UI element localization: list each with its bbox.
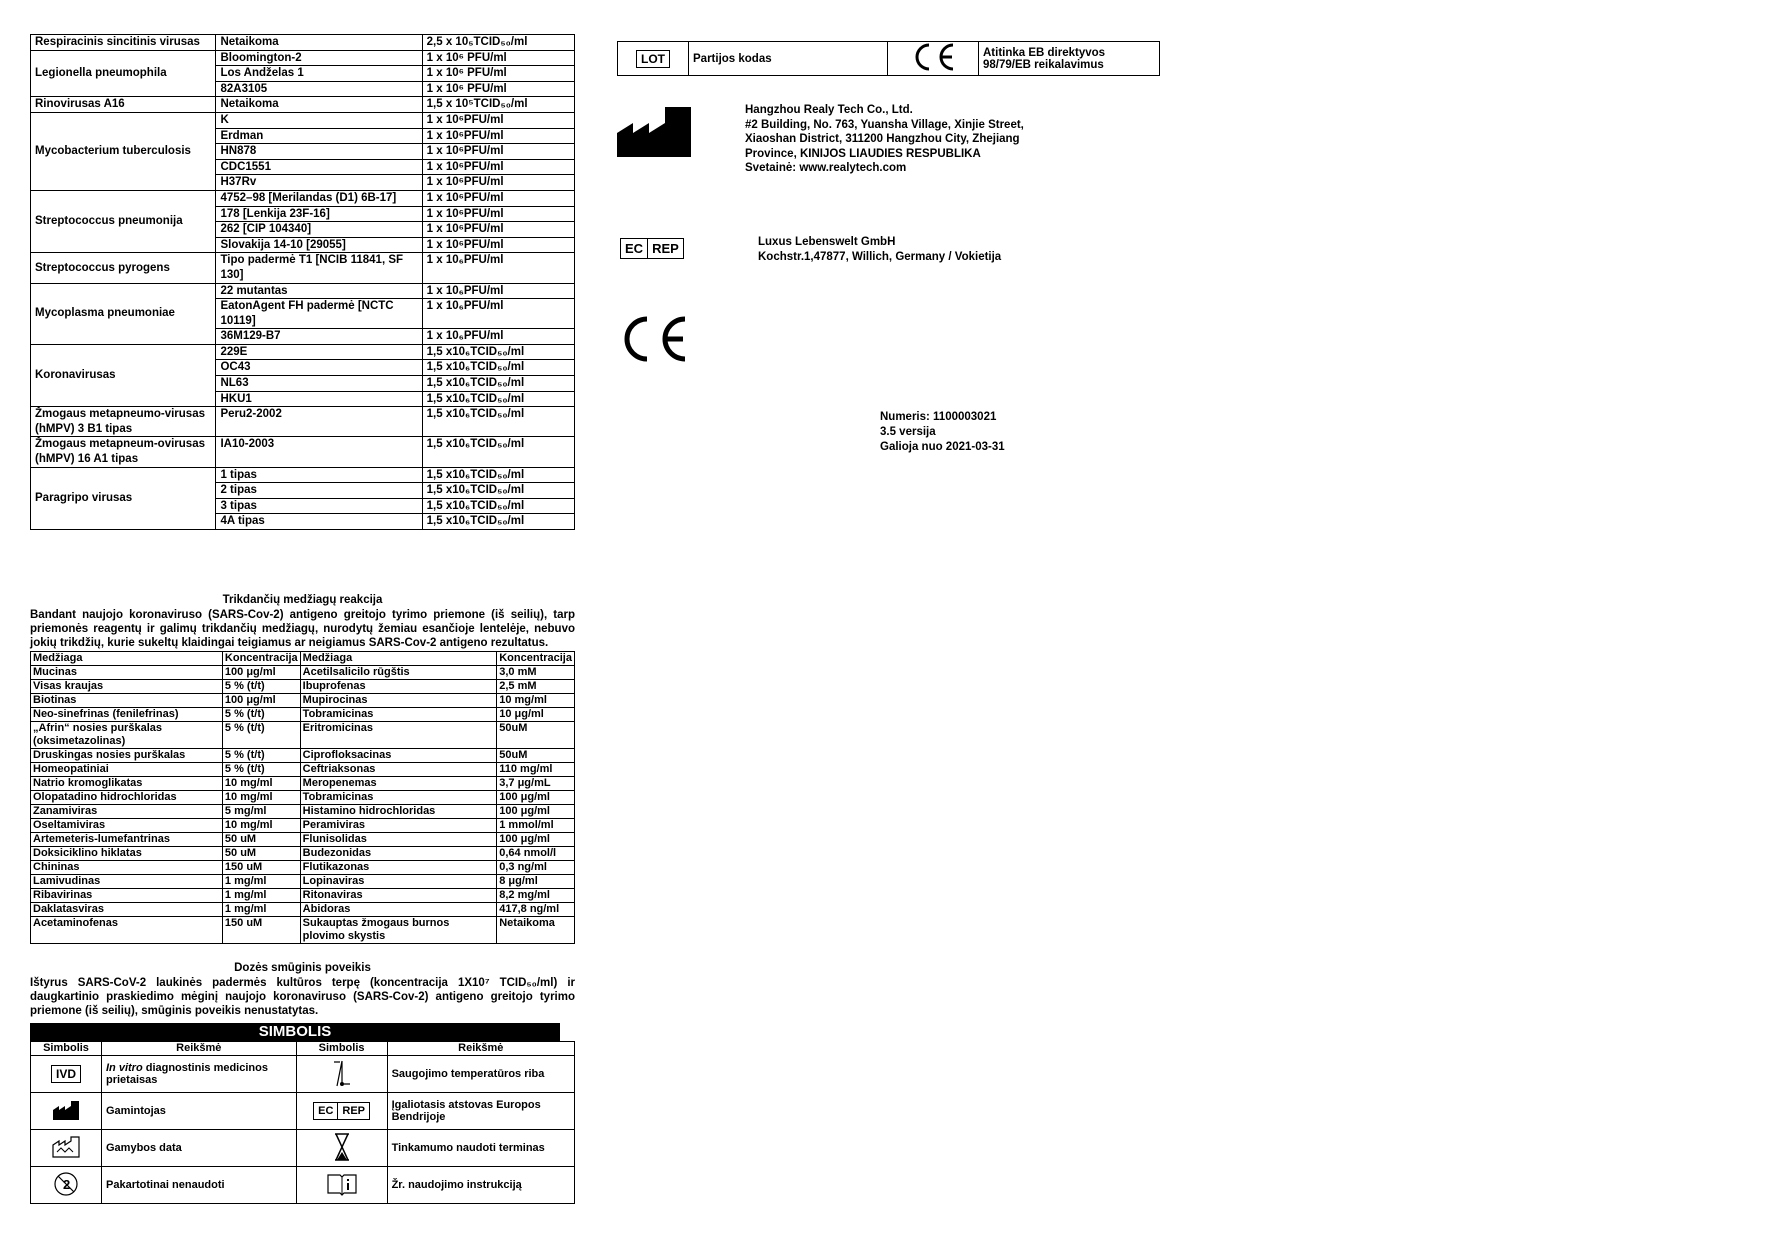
concentration-cell: 2,5 x 10₅TCID₅₀/ml	[422, 35, 574, 51]
interference-header: Medžiaga	[31, 652, 223, 666]
concentration-cell: 1,5 x 10⁵TCID₅₀/ml	[422, 97, 574, 113]
concentration-cell: 100 μg/ml	[497, 791, 575, 805]
interference-title: Trikdančių medžiagų reakcija	[222, 594, 383, 606]
concentration-cell: 3,0 mM	[497, 666, 575, 680]
concentration-cell: 1,5 x10₆TCID₅₀/ml	[422, 360, 574, 376]
strain-cell: HKU1	[216, 391, 422, 407]
temperature-limit-icon	[296, 1056, 387, 1093]
strain-cell: HN878	[216, 144, 422, 160]
cross-row	[31, 283, 575, 299]
interference-row	[31, 875, 575, 889]
substance-cell: Ceftriaksonas	[300, 763, 497, 777]
cross-row	[31, 437, 575, 467]
concentration-cell: 50uM	[497, 749, 575, 763]
ce-mark-icon	[617, 315, 689, 363]
manufacturer-address: Xiaoshan District, 311200 Hangzhou City, Zhejiang	[745, 133, 1020, 145]
substance-cell: Flunisolidas	[300, 833, 497, 847]
concentration-cell: 0,64 nmol/l	[497, 847, 575, 861]
concentration-cell: 1 x 10⁶PFU/ml	[422, 190, 574, 206]
instructions-book-icon	[296, 1167, 387, 1204]
strain-cell: CDC1551	[216, 159, 422, 175]
strain-cell: 22 mutantas	[216, 283, 422, 299]
concentration-cell: 100 μg/ml	[222, 694, 300, 708]
substance-cell: Homeopatiniai	[31, 763, 223, 777]
substance-cell: Acetilsalicilo rūgštis	[300, 666, 497, 680]
concentration-cell: 50 uM	[222, 833, 300, 847]
hook-effect-text: Ištyrus SARS-CoV-2 laukinės padermės kultūros terpę (koncentracija 1X10⁷ TCID₅₀/ml) ir daugkartinio praskiedimo mėginį naujojo koronaviruso (SARS-Cov-2) antigeno greitojo tyrimo priemone (iš seilių), smūginis poveikis nenustatytas.	[30, 977, 575, 1017]
concentration-cell: 5 % (t/t)	[222, 749, 300, 763]
strain-cell: 3 tipas	[216, 498, 422, 514]
concentration-cell: 5 % (t/t)	[222, 763, 300, 777]
substance-cell: Zanamiviras	[31, 805, 223, 819]
strain-cell: 1 tipas	[216, 467, 422, 483]
rep-name: Luxus Lebenswelt GmbH	[758, 236, 896, 248]
concentration-cell: 3,7 μg/mL	[497, 777, 575, 791]
concentration-cell: 5 % (t/t)	[222, 722, 300, 749]
concentration-cell: 1,5 x10₆TCID₅₀/ml	[422, 514, 574, 530]
ce-text: Atitinka EB direktyvos 98/79/EB reikalavimus	[979, 42, 1160, 76]
lot-table	[617, 41, 1160, 76]
interference-row	[31, 763, 575, 777]
concentration-cell: 50uM	[497, 722, 575, 749]
organism-cell: Mycoplasma pneumoniae	[31, 283, 216, 344]
concentration-cell: 2,5 mM	[497, 680, 575, 694]
concentration-cell: 150 uM	[222, 861, 300, 875]
strain-cell: Tipo padermė T1 [NCIB 11841, SF 130]	[216, 253, 422, 283]
organism-cell: Legionella pneumophila	[31, 50, 216, 97]
meaning-header: Reikšmė	[387, 1042, 574, 1056]
substance-cell: Meropenemas	[300, 777, 497, 791]
manufacturer-name: Hangzhou Realy Tech Co., Ltd.	[745, 104, 913, 116]
strain-cell: IA10-2003	[216, 437, 422, 467]
cross-reactivity-table	[30, 34, 575, 530]
organism-cell: Respiracinis sincitinis virusas	[31, 35, 216, 51]
strain-cell: Bloomington-2	[216, 50, 422, 66]
strain-cell: NL63	[216, 376, 422, 392]
strain-cell: Los Andželas 1	[216, 66, 422, 82]
concentration-cell: 10 μg/ml	[497, 708, 575, 722]
concentration-cell: 1 x 10⁶PFU/ml	[422, 144, 574, 160]
concentration-cell: 100 μg/ml	[497, 805, 575, 819]
interference-row	[31, 694, 575, 708]
organism-cell: Žmogaus metapneumo-virusas (hMPV) 3 B1 tipas	[31, 407, 216, 437]
interference-row	[31, 791, 575, 805]
strain-cell: 229E	[216, 344, 422, 360]
interference-row	[31, 819, 575, 833]
symbols-table	[30, 1041, 575, 1204]
ec-rep-icon: EC REP	[620, 238, 684, 259]
symbol-meaning: Įgaliotasis atstovas Europos Bendrijoje	[387, 1093, 574, 1130]
interference-row	[31, 749, 575, 763]
substance-cell: Druskingas nosies purškalas	[31, 749, 223, 763]
concentration-cell: 150 uM	[222, 917, 300, 944]
substance-cell: Visas kraujas	[31, 680, 223, 694]
do-not-reuse-icon	[31, 1167, 102, 1204]
substance-cell: Sukauptas žmogaus burnos plovimo skystis	[300, 917, 497, 944]
cross-row	[31, 467, 575, 483]
interference-row	[31, 666, 575, 680]
concentration-cell: 1 x 10⁶PFU/ml	[422, 222, 574, 238]
strain-cell: 262 [CIP 104340]	[216, 222, 422, 238]
interference-row	[31, 889, 575, 903]
concentration-cell: 1,5 x10₆TCID₅₀/ml	[422, 391, 574, 407]
substance-cell: Oseltamiviras	[31, 819, 223, 833]
substance-cell: Tobramicinas	[300, 791, 497, 805]
symbol-meaning: In vitro diagnostinis medicinos prietaisas	[102, 1056, 297, 1093]
interference-row	[31, 917, 575, 944]
concentration-cell: 8,2 mg/ml	[497, 889, 575, 903]
concentration-cell: 1 x 10⁶PFU/ml	[422, 128, 574, 144]
concentration-cell: 5 mg/ml	[222, 805, 300, 819]
substance-cell: Mucinas	[31, 666, 223, 680]
strain-cell: EatonAgent FH padermė [NCTC 10119]	[216, 299, 422, 329]
interference-row	[31, 680, 575, 694]
concentration-cell: 1,5 x10₆TCID₅₀/ml	[422, 483, 574, 499]
strain-cell: Peru2-2002	[216, 407, 422, 437]
ce-mark-icon	[888, 42, 979, 76]
concentration-cell: 50 uM	[222, 847, 300, 861]
strain-cell: Erdman	[216, 128, 422, 144]
symbol-meaning: Saugojimo temperatūros riba	[387, 1056, 574, 1093]
hook-effect-title: Dozės smūginis poveikis	[234, 962, 371, 974]
cross-row	[31, 50, 575, 66]
interference-table	[30, 651, 575, 944]
interference-row	[31, 847, 575, 861]
strain-cell: Slovakija 14-10 [29055]	[216, 237, 422, 253]
substance-cell: Ciprofloksacinas	[300, 749, 497, 763]
cross-row	[31, 97, 575, 113]
substance-cell: Chininas	[31, 861, 223, 875]
concentration-cell: 1 x 10⁶PFU/ml	[422, 159, 574, 175]
strain-cell: 82A3105	[216, 81, 422, 97]
symbol-header: Simbolis	[296, 1042, 387, 1056]
substance-cell: Olopatadino hidrochloridas	[31, 791, 223, 805]
cross-row	[31, 190, 575, 206]
substance-cell: Ribavirinas	[31, 889, 223, 903]
interference-row	[31, 903, 575, 917]
substance-cell: Peramiviras	[300, 819, 497, 833]
concentration-cell: 5 % (t/t)	[222, 680, 300, 694]
concentration-cell: 417,8 ng/ml	[497, 903, 575, 917]
concentration-cell: 1 x 10₆PFU/ml	[422, 283, 574, 299]
cross-row	[31, 112, 575, 128]
substance-cell: Neo-sinefrinas (fenilefrinas)	[31, 708, 223, 722]
document-number: Numeris: 1100003021	[880, 411, 997, 423]
strain-cell: 4A tipas	[216, 514, 422, 530]
concentration-cell: 0,3 ng/ml	[497, 861, 575, 875]
substance-cell: Lamivudinas	[31, 875, 223, 889]
cross-row	[31, 344, 575, 360]
concentration-cell: 1,5 x10₆TCID₅₀/ml	[422, 376, 574, 392]
concentration-cell: 1 mmol/ml	[497, 819, 575, 833]
substance-cell: Ibuprofenas	[300, 680, 497, 694]
concentration-cell: 5 % (t/t)	[222, 708, 300, 722]
manufacturer-address: Province, KINIJOS LIAUDIES RESPUBLIKA	[745, 147, 981, 160]
manufacture-date-icon	[31, 1130, 102, 1167]
organism-cell: Žmogaus metapneum-ovirusas (hMPV) 16 A1 tipas	[31, 437, 216, 467]
substance-cell: Natrio kromoglikatas	[31, 777, 223, 791]
concentration-cell: 10 mg/ml	[222, 791, 300, 805]
organism-cell: Koronavirusas	[31, 344, 216, 406]
concentration-cell: 1 x 10⁶PFU/ml	[422, 237, 574, 253]
eu-representative	[758, 235, 1001, 265]
valid-from: Galioja nuo 2021-03-31	[880, 441, 1005, 453]
manufacturer-website: Svetainė: www.realytech.com	[745, 162, 907, 174]
concentration-cell: 1 mg/ml	[222, 889, 300, 903]
substance-cell: „Afrin“ nosies purškalas (oksimetazolinas)	[31, 722, 223, 749]
organism-cell: Mycobacterium tuberculosis	[31, 112, 216, 190]
substance-cell: Tobramicinas	[300, 708, 497, 722]
lot-text: Partijos kodas	[689, 42, 888, 76]
concentration-cell: 110 mg/ml	[497, 763, 575, 777]
rep-address: Kochstr.1,47877, Willich, Germany / Vokietija	[758, 251, 1002, 263]
substance-cell: Flutikazonas	[300, 861, 497, 875]
interference-row	[31, 708, 575, 722]
ivd-icon: IVD	[31, 1056, 102, 1093]
concentration-cell: 10 mg/ml	[222, 819, 300, 833]
strain-cell: Netaikoma	[216, 97, 422, 113]
cross-row	[31, 35, 575, 51]
interference-header: Koncentracija	[497, 652, 575, 666]
substance-cell: Budezonidas	[300, 847, 497, 861]
interference-header: Medžiaga	[300, 652, 497, 666]
organism-cell: Paragripo virusas	[31, 467, 216, 529]
manufacturer-address: #2 Building, No. 763, Yuansha Village, Xinjie Street,	[745, 118, 1024, 131]
interference-row	[31, 722, 575, 749]
manufacturer-icon	[31, 1093, 102, 1130]
substance-cell: Daklatasviras	[31, 903, 223, 917]
interference-row	[31, 833, 575, 847]
strain-cell: K	[216, 112, 422, 128]
substance-cell: Artemeteris-lumefantrinas	[31, 833, 223, 847]
version-label: 3.5 versija	[880, 426, 936, 438]
concentration-cell: 100 μg/ml	[222, 666, 300, 680]
concentration-cell: Netaikoma	[497, 917, 575, 944]
lot-icon: LOT	[618, 42, 689, 76]
manufacturer-info	[745, 103, 1024, 176]
concentration-cell: 100 μg/ml	[497, 833, 575, 847]
interference-row	[31, 777, 575, 791]
substance-cell: Mupirocinas	[300, 694, 497, 708]
concentration-cell: 10 mg/ml	[497, 694, 575, 708]
substance-cell: Doksiciklino hiklatas	[31, 847, 223, 861]
symbol-meaning: Gamintojas	[102, 1093, 297, 1130]
concentration-cell: 1 x 10⁶ PFU/ml	[422, 50, 574, 66]
concentration-cell: 1,5 x10₆TCID₅₀/ml	[422, 407, 574, 437]
strain-cell: 178 [Lenkija 23F-16]	[216, 206, 422, 222]
interference-text: Bandant naujojo koronaviruso (SARS-Cov-2) antigeno greitojo tyrimo priemone (iš seilių), tarp priemonės reagentų ir galimų trikdančių medžiagų, nurodytų žemiau esančioje lentelėje, nebuvo jokių trikdžių, kurie sukeltų klaidingai teigiamus ar neigiamus SARS-Cov-2 antigeno rezultatus.	[30, 609, 575, 649]
concentration-cell: 1 mg/ml	[222, 903, 300, 917]
symbols-banner: SIMBOLIS	[30, 1023, 560, 1041]
substance-cell: Acetaminofenas	[31, 917, 223, 944]
hourglass-icon	[296, 1130, 387, 1167]
meaning-header: Reikšmė	[102, 1042, 297, 1056]
concentration-cell: 10 mg/ml	[222, 777, 300, 791]
substance-cell: Ritonaviras	[300, 889, 497, 903]
substance-cell: Lopinaviras	[300, 875, 497, 889]
concentration-cell: 1 x 10⁶ PFU/ml	[422, 66, 574, 82]
symbol-meaning: Gamybos data	[102, 1130, 297, 1167]
concentration-cell: 8 μg/ml	[497, 875, 575, 889]
strain-cell: H37Rv	[216, 175, 422, 191]
interference-header: Koncentracija	[222, 652, 300, 666]
svg-text:2: 2	[63, 1176, 71, 1192]
interference-row	[31, 805, 575, 819]
strain-cell: Netaikoma	[216, 35, 422, 51]
strain-cell: 36M129-B7	[216, 329, 422, 345]
substance-cell: Eritromicinas	[300, 722, 497, 749]
concentration-cell: 1,5 x10₆TCID₅₀/ml	[422, 498, 574, 514]
concentration-cell: 1 x 10₆PFU/ml	[422, 329, 574, 345]
concentration-cell: 1 x 10⁶PFU/ml	[422, 175, 574, 191]
cross-row	[31, 253, 575, 283]
concentration-cell: 1 x 10₆PFU/ml	[422, 299, 574, 329]
substance-cell: Histamino hidrochloridas	[300, 805, 497, 819]
symbol-header: Simbolis	[31, 1042, 102, 1056]
organism-cell: Rinovirusas A16	[31, 97, 216, 113]
concentration-cell: 1 x 10⁶ PFU/ml	[422, 81, 574, 97]
concentration-cell: 1,5 x10₆TCID₅₀/ml	[422, 437, 574, 467]
concentration-cell: 1,5 x10₆TCID₅₀/ml	[422, 344, 574, 360]
concentration-cell: 1 mg/ml	[222, 875, 300, 889]
concentration-cell: 1 x 10⁶PFU/ml	[422, 206, 574, 222]
organism-cell: Streptococcus pyrogens	[31, 253, 216, 283]
symbol-meaning: Žr. naudojimo instrukciją	[387, 1167, 574, 1204]
strain-cell: OC43	[216, 360, 422, 376]
concentration-cell: 1 x 10⁶PFU/ml	[422, 112, 574, 128]
symbol-meaning: Pakartotinai nenaudoti	[102, 1167, 297, 1204]
strain-cell: 4752–98 [Merilandas (D1) 6B-17]	[216, 190, 422, 206]
organism-cell: Streptococcus pneumonija	[31, 190, 216, 252]
substance-cell: Biotinas	[31, 694, 223, 708]
symbol-meaning: Tinkamumo naudoti terminas	[387, 1130, 574, 1167]
concentration-cell: 1 x 10₆PFU/ml	[422, 253, 574, 283]
strain-cell: 2 tipas	[216, 483, 422, 499]
substance-cell: Abidoras	[300, 903, 497, 917]
manufacturer-icon	[615, 103, 693, 159]
interference-row	[31, 861, 575, 875]
ec-rep-icon: EC REP	[296, 1093, 387, 1130]
document-version	[880, 410, 1005, 455]
concentration-cell: 1,5 x10₆TCID₅₀/ml	[422, 467, 574, 483]
cross-row	[31, 407, 575, 437]
